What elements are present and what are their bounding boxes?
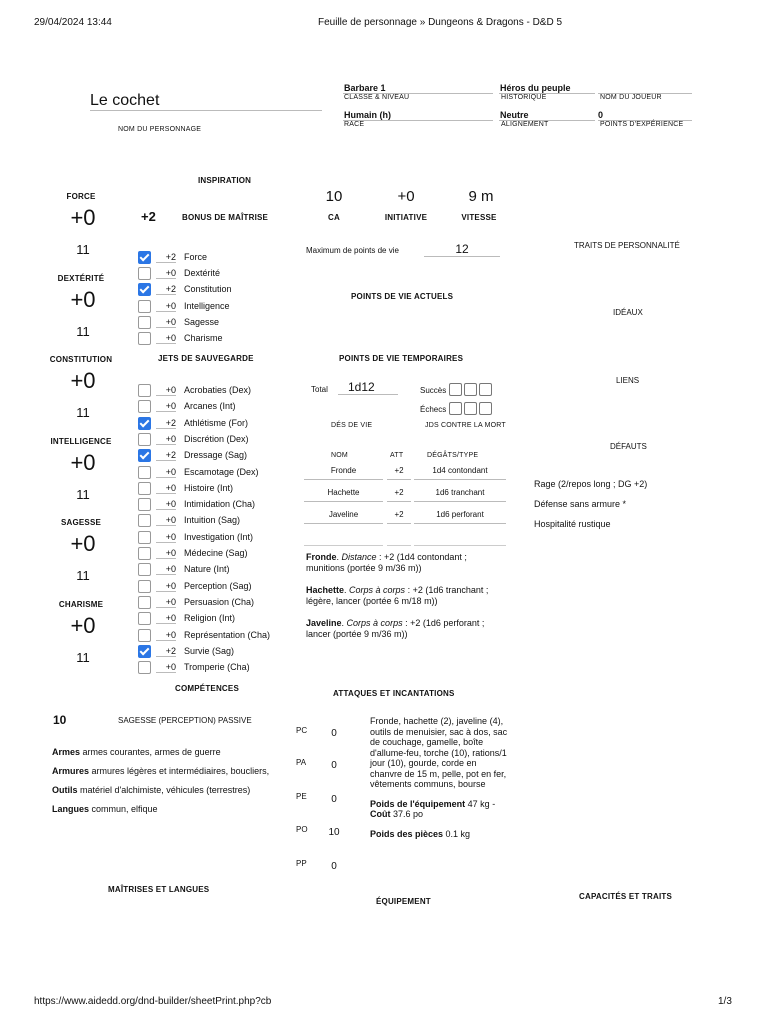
skill-value: +0 [156, 662, 176, 673]
death-fail-label: Échecs [420, 405, 447, 414]
save-proficiency-checkbox[interactable] [138, 267, 151, 280]
save-proficiency-checkbox[interactable] [138, 332, 151, 345]
attack-bonus: +2 [387, 488, 411, 502]
skill-name: Intuition (Sag) [184, 515, 241, 526]
attack-empty-line [414, 545, 506, 546]
equipment-cost-label: Coût [370, 809, 391, 819]
coin-value: 0 [331, 861, 337, 872]
skill-name: Perception (Sag) [184, 580, 252, 591]
ability-label: INTELLIGENCE [50, 437, 112, 446]
skill-proficiency-checkbox[interactable] [138, 596, 151, 609]
proficiency-bonus: +2 [141, 209, 156, 224]
bonds-label: LIENS [616, 376, 640, 385]
skill-proficiency-checkbox[interactable] [138, 563, 151, 576]
attack-name: Javeline [304, 510, 383, 524]
attack-detail-name: Javeline [306, 618, 342, 628]
skill-name: Athlétisme (For) [184, 417, 249, 428]
class-level: Barbare 1 [344, 83, 386, 93]
save-proficiency-checkbox[interactable] [138, 300, 151, 313]
coin-value: 0 [331, 760, 337, 771]
ability-score: 11 [76, 568, 90, 583]
skill-value: +0 [156, 385, 176, 396]
death-success-box-2[interactable] [464, 383, 477, 396]
ability-score: 11 [76, 324, 90, 339]
proficiency-text: armures légères et intermédiaires, boucliers, [89, 766, 270, 776]
proficiency-item [52, 804, 280, 815]
initiative-value: +0 [397, 188, 415, 205]
skill-value: +2 [156, 646, 176, 657]
skill-name: Acrobaties (Dex) [184, 385, 252, 395]
alignment: Neutre [500, 110, 529, 120]
feature-item: Défense sans armure * [534, 499, 627, 509]
equipment-list: Fronde, hachette (2), javeline (4), outils de menuisier, sac à dos, sac de couchage, gamelle, boîte d'allume-feu, torche (10), rations/1 jour (10), gourde, corde en chanvre de 15 m, pelle, pot en fer, vêtements communs, bourse [370, 716, 508, 789]
ability-label: CONSTITUTION [49, 355, 113, 364]
attack-detail-type: Distance [341, 552, 377, 562]
attack-damage: 1d4 contondant [414, 466, 506, 480]
coin-value: 10 [328, 827, 340, 838]
ability-score: 11 [76, 487, 90, 502]
skill-value: +2 [156, 450, 176, 461]
save-name: Charisme [184, 333, 223, 343]
skill-name: Nature (Int) [184, 564, 230, 575]
attack-name: Hachette [304, 488, 383, 502]
skill-value: +2 [156, 418, 176, 429]
proficiency-text: armes courantes, armes de guerre [80, 747, 221, 757]
skill-value: +0 [156, 483, 176, 494]
passive-perception-label: SAGESSE (PERCEPTION) PASSIVE [118, 716, 252, 725]
save-value: +0 [156, 333, 176, 344]
attack-name: Fronde [304, 466, 383, 480]
skill-proficiency-checkbox[interactable] [138, 433, 151, 446]
hit-dice-value: 1d12 [338, 380, 398, 395]
armor-class-label: CA [328, 213, 340, 222]
attack-detail-type: Corps à corps [346, 618, 403, 628]
skill-proficiency-checkbox[interactable] [138, 547, 151, 560]
skill-proficiency-checkbox[interactable] [138, 449, 151, 462]
skill-value: +0 [156, 434, 176, 445]
print-datetime: 29/04/2024 13:44 [34, 17, 112, 28]
death-fail-box-1[interactable] [449, 402, 462, 415]
coin-label: PC [296, 726, 308, 735]
proficiency-title: Armes [52, 747, 81, 757]
attack-bonus: +2 [387, 510, 411, 524]
character-name: Le cochet [90, 92, 160, 109]
proficiency-title: Langues [52, 804, 90, 814]
save-value: +0 [156, 301, 176, 312]
flaws-label: DÉFAUTS [610, 442, 647, 451]
skills-label: COMPÉTENCES [175, 684, 239, 693]
skill-value: +0 [156, 597, 176, 608]
ability-modifier: +0 [70, 450, 96, 475]
skill-proficiency-checkbox[interactable] [138, 580, 151, 593]
skill-name: Religion (Int) [184, 613, 236, 624]
save-name: Dextérité [184, 268, 221, 279]
save-value: +0 [156, 268, 176, 279]
race-underline [343, 120, 493, 121]
ability-modifier: +0 [70, 205, 96, 230]
ability-score: 11 [76, 405, 90, 420]
print-page-number: 1/3 [718, 996, 732, 1007]
skill-value: +0 [156, 581, 176, 592]
hp-temp-label: POINTS DE VIE TEMPORAIRES [339, 354, 464, 363]
skill-proficiency-checkbox[interactable] [138, 629, 151, 642]
skill-name: Dressage (Sag) [184, 450, 248, 461]
proficiencies-label: MAÎTRISES ET LANGUES [108, 885, 210, 894]
proficiency-title: Armures [52, 766, 90, 776]
ability-label: DEXTÉRITÉ [57, 274, 105, 283]
proficiency-item [52, 747, 280, 758]
character-name-label: NOM DU PERSONNAGE [118, 126, 202, 133]
attack-bonus: +2 [387, 466, 411, 480]
save-name: Constitution [184, 284, 232, 295]
skill-value: +0 [156, 630, 176, 641]
ability-label: CHARISME [58, 600, 104, 609]
speed-label: VITESSE [461, 213, 497, 222]
coin-weight-value: 0.1 kg [443, 828, 471, 839]
coin-weight [370, 829, 510, 840]
experience-points: 0 [598, 110, 604, 120]
print-title: Feuille de personnage » Dungeons & Dragons - D&D 5 [318, 17, 563, 28]
proficiency-text: matériel d'alchimiste, véhicules (terrestres) [77, 785, 251, 795]
skill-value: +0 [156, 613, 176, 624]
skill-value: +0 [156, 401, 176, 412]
equipment-weight-label: Poids de l'équipement [370, 798, 466, 809]
death-success-box-3[interactable] [479, 383, 492, 396]
skill-name: Intimidation (Cha) [184, 499, 256, 510]
skill-proficiency-checkbox[interactable] [138, 400, 151, 413]
skill-proficiency-checkbox[interactable] [138, 661, 151, 674]
ability-modifier: +0 [70, 613, 96, 638]
hp-current-label: POINTS DE VIE ACTUELS [351, 292, 454, 301]
attack-details [306, 552, 506, 640]
print-url[interactable]: https://www.aidedd.org/dnd-builder/sheetPrint.php?cb [34, 996, 272, 1007]
coin-weight-label: Poids des pièces [370, 828, 444, 839]
attack-col-name: NOM [331, 452, 348, 459]
proficiencies-block [52, 747, 280, 815]
coin-value: 0 [331, 728, 337, 739]
speed-value: 9 m [468, 188, 494, 205]
attack-detail-text: : +2 (1d6 perforant ; lancer (portée 9 m/36 m)) [306, 618, 485, 639]
attack-detail-1: Hachette. Corps à corps : +2 (1d6 tranchant ; légère, lancer (portée 6 m/18 m)) [306, 585, 489, 606]
equipment-label: ÉQUIPEMENT [376, 897, 431, 906]
save-value: +2 [156, 284, 176, 295]
equipment-cost-value: 37.6 po [390, 809, 424, 819]
skill-proficiency-checkbox[interactable] [138, 466, 151, 479]
ability-modifier: +0 [70, 287, 96, 312]
skill-value: +0 [156, 499, 176, 510]
attack-detail-text: : +2 (1d4 contondant ; munitions (portée 9 m/36 m)) [306, 552, 467, 573]
skill-name: Tromperie (Cha) [184, 662, 250, 673]
class-level-label: CLASSE & NIVEAU [344, 94, 410, 101]
skill-proficiency-checkbox[interactable] [138, 417, 151, 430]
alignment-label: ALIGNEMENT [501, 121, 549, 128]
skill-name: Discrétion (Dex) [184, 433, 249, 444]
skill-name: Survie (Sag) [184, 645, 235, 656]
save-value: +0 [156, 317, 176, 328]
initiative-label: INITIATIVE [384, 213, 428, 222]
attack-empty-line [304, 545, 383, 546]
coin-label: PE [296, 792, 307, 801]
skill-proficiency-checkbox[interactable] [138, 645, 151, 658]
ability-modifier: +0 [70, 368, 96, 393]
player-label: NOM DU JOUEUR [600, 94, 662, 101]
feature-item: Rage (2/repos long ; DG +2) [534, 479, 648, 489]
proficiency-text: commun, elfique [89, 804, 158, 814]
proficiency-item [52, 766, 280, 777]
death-success-box-1[interactable] [449, 383, 462, 396]
coin-label: PO [296, 825, 308, 834]
death-fail-box-2[interactable] [464, 402, 477, 415]
coin-label: PA [296, 758, 307, 767]
proficiency-item [52, 785, 280, 796]
death-saves-label: JDS CONTRE LA MORT [425, 422, 506, 429]
skill-name: Arcanes (Int) [184, 401, 236, 412]
equipment-block [370, 716, 510, 839]
armor-class-value: 10 [325, 188, 343, 205]
attack-detail-name: Hachette [306, 585, 345, 595]
skill-name: Escamotage (Dex) [184, 466, 259, 477]
skill-value: +0 [156, 532, 176, 543]
attack-detail-2: Javeline. Corps à corps : +2 (1d6 perforant ; lancer (portée 9 m/36 m)) [306, 618, 485, 639]
ability-label: SAGESSE [60, 518, 102, 527]
save-name: Force [184, 252, 208, 262]
attack-col-att: ATT [390, 452, 404, 459]
save-value: +2 [156, 252, 176, 263]
hit-dice-total-label: Total [311, 385, 328, 394]
coin-label: PP [296, 859, 307, 868]
save-name: Sagesse [184, 316, 220, 327]
skill-proficiency-checkbox[interactable] [138, 531, 151, 544]
skill-proficiency-checkbox[interactable] [138, 384, 151, 397]
ability-label: FORCE [66, 192, 96, 201]
xp-label: POINTS D'EXPÉRIENCE [600, 121, 684, 128]
skill-value: +0 [156, 515, 176, 526]
attack-detail-text: : +2 (1d6 tranchant ; légère, lancer (portée 6 m/18 m)) [306, 585, 489, 606]
attacks-label: ATTAQUES ET INCANTATIONS [333, 689, 455, 698]
race: Humain (h) [344, 110, 391, 120]
saves-label: JETS DE SAUVEGARDE [158, 354, 254, 363]
skill-name: Médecine (Sag) [184, 548, 248, 558]
equipment-weight: Poids de l'équipement 47 kg - Coût 37.6 po [370, 798, 496, 819]
skill-proficiency-checkbox[interactable] [138, 482, 151, 495]
passive-perception-value: 10 [53, 713, 67, 727]
race-label: RACE [344, 121, 365, 128]
personality-label: TRAITS DE PERSONNALITÉ [574, 241, 680, 250]
save-name: Intelligence [184, 300, 230, 311]
hit-dice-label: DÉS DE VIE [331, 422, 373, 429]
skill-value: +0 [156, 564, 176, 575]
coin-value: 0 [331, 794, 337, 805]
skill-name: Persuasion (Cha) [184, 596, 255, 607]
attack-detail-name: Fronde [306, 552, 337, 562]
background-label: HISTORIQUE [501, 94, 547, 101]
attack-damage: 1d6 tranchant [414, 488, 506, 502]
skill-name: Histoire (Int) [184, 482, 234, 493]
attack-col-dmg: DÉGÂTS/TYPE [427, 452, 479, 459]
skill-proficiency-checkbox[interactable] [138, 612, 151, 625]
death-success-label: Succès [420, 386, 447, 395]
attack-empty-line [387, 545, 411, 546]
skill-value: +0 [156, 548, 176, 559]
save-proficiency-checkbox[interactable] [138, 251, 151, 264]
skill-proficiency-checkbox[interactable] [138, 514, 151, 527]
name-underline [90, 110, 322, 111]
attack-detail-type: Corps à corps [349, 585, 406, 595]
feature-item: Hospitalité rustique [534, 519, 611, 529]
save-proficiency-checkbox[interactable] [138, 316, 151, 329]
proficiency-label: BONUS DE MAÎTRISE [182, 213, 269, 222]
proficiency-title: Outils [52, 785, 78, 795]
ability-score: 11 [76, 242, 90, 257]
ability-score: 11 [76, 650, 90, 665]
hp-max-value: 12 [424, 242, 500, 257]
hp-max-label: Maximum de points de vie [306, 246, 399, 255]
inspiration-label: INSPIRATION [198, 176, 252, 185]
attack-damage: 1d6 perforant [414, 510, 506, 524]
attack-detail-0: Fronde. Distance : +2 (1d4 contondant ; munitions (portée 9 m/36 m)) [306, 552, 467, 573]
features-label: CAPACITÉS ET TRAITS [579, 892, 672, 901]
death-fail-box-3[interactable] [479, 402, 492, 415]
ability-modifier: +0 [70, 531, 96, 556]
skill-value: +0 [156, 467, 176, 478]
equipment-weight-value: 47 kg [465, 798, 490, 809]
save-proficiency-checkbox[interactable] [138, 283, 151, 296]
ideals-label: IDÉAUX [613, 308, 643, 317]
background: Héros du peuple [500, 83, 571, 93]
skill-proficiency-checkbox[interactable] [138, 498, 151, 511]
skill-name: Investigation (Int) [184, 531, 254, 542]
skill-name: Représentation (Cha) [184, 629, 271, 640]
